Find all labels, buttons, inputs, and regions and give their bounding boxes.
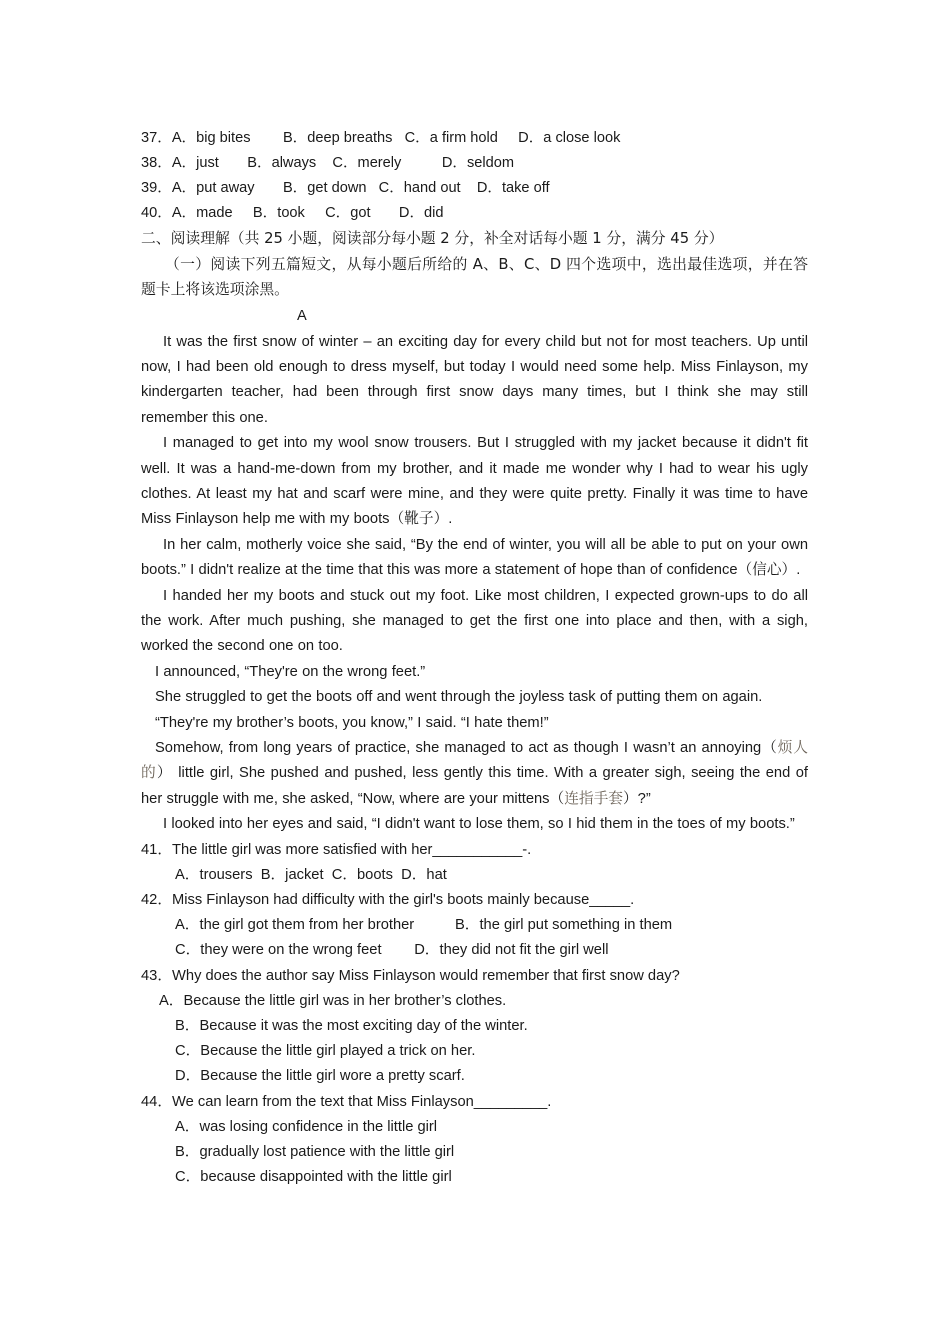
question-41-options[interactable]: A．trousers B．jacket C．boots D．hat [175, 866, 447, 883]
question-43-option-c-text: Because the little girl played a trick on her. [200, 1043, 476, 1060]
question-44-stem [141, 1090, 808, 1115]
question-44-option-a-letter: A． [175, 1118, 200, 1135]
question-41-stem [141, 838, 808, 863]
section-subheading: （一）阅读下列五篇短文，从每小题后所给的 A、B、C、D 四个选项中，选出最佳选项，并在答题卡上将该选项涂黑。 [141, 255, 808, 298]
question-44-option-a-text: was losing confidence in the little girl [199, 1118, 438, 1135]
paragraph-text-middle: ） little girl, She pushed and pushed, less gently this time. With a greater sigh, seeing the end of her struggle with me, she asked, “Now, where are your mittens（ [141, 765, 808, 807]
question-41-text: The little girl was more satisfied with her___________-. [172, 841, 532, 858]
cloze-option-row-37: 37．A．big bites B．deep breaths C．a firm hold D．a close look [141, 130, 621, 146]
question-44-option-a[interactable] [175, 1115, 808, 1140]
question-41-number: 41． [141, 841, 173, 858]
question-43-stem [141, 964, 808, 989]
question-44-text: We can learn from the text that Miss Finlayson_________. [172, 1093, 552, 1110]
question-43-option-c-letter: C． [175, 1043, 201, 1060]
gloss-annoying: 烦人的 [141, 740, 808, 782]
question-43-option-a-letter: A． [159, 992, 184, 1009]
question-43-option-b[interactable] [175, 1014, 808, 1039]
passage-paragraph-2: I managed to get into my wool snow trousers. But I struggled with my jacket because it didn't fit well. It was a hand-me-down from my brother, and it made me wonder why I had to wear his ugly clothes. At least my hat and scarf were mine, and they were quite pretty. Finally it was time to have Miss Finlayson help me with my boots（靴子）. [141, 435, 808, 528]
question-43-option-a-text: Because the little girl was in her brother’s clothes. [183, 992, 507, 1009]
question-43-number: 43． [141, 967, 173, 984]
paragraph-text-after-gloss: ）?” [622, 790, 651, 807]
cloze-option-row-40: 40．A．made B．took C．got D．did [141, 205, 444, 221]
passage-paragraph-8 [141, 736, 808, 812]
question-43-option-a[interactable] [159, 989, 808, 1014]
question-44-option-c-letter: C． [175, 1169, 201, 1186]
question-44-option-c[interactable] [175, 1165, 808, 1190]
passage-title: A [297, 307, 307, 324]
question-44-option-b-text: gradually lost patience with the little girl [199, 1144, 455, 1161]
question-42-options-row-1[interactable]: A．the girl got them from her brother B．the girl put something in them [175, 917, 673, 934]
question-44-option-b[interactable] [175, 1140, 808, 1165]
question-43-option-b-text: Because it was the most exciting day of the winter. [199, 1018, 528, 1035]
question-44-number: 44． [141, 1093, 173, 1110]
question-43-option-c[interactable] [175, 1039, 808, 1064]
question-43-option-d-text: Because the little girl wore a pretty scarf. [200, 1068, 465, 1085]
question-43-text: Why does the author say Miss Finlayson would remember that first snow day? [172, 967, 680, 984]
section-heading: 二、阅读理解（共 25 小题，阅读部分每小题 2 分，补全对话每小题 1 分，满分 45 分） [141, 230, 724, 247]
passage-paragraph-7: “They're my brother’s boots, you know,” I said. “I hate them!” [155, 714, 549, 731]
question-44-option-b-letter: B． [175, 1144, 200, 1161]
question-42-number: 42． [141, 892, 173, 909]
paragraph-text-before-gloss: Somehow, from long years of practice, she managed to act as though I wasn’t an annoying（ [155, 740, 778, 756]
passage-paragraph-1: It was the first snow of winter – an exciting day for every child but not for most teachers. Up until now, I had been old enough to dress myself, but today I would need some help. Miss Finlayson, my kindergarten teacher, had been through first snow days many times, but I think she may still remember this one. [141, 333, 808, 426]
question-42-stem [141, 888, 808, 913]
passage-paragraph-4: I handed her my boots and stuck out my foot. Like most children, I expected grown-ups to do all the work. After much pushing, she managed to get the first one into place and then, with a sigh, worked the second one on too. [141, 587, 808, 655]
question-43-option-d[interactable] [175, 1064, 808, 1089]
passage-paragraph-5: I announced, “They're on the wrong feet.” [155, 663, 426, 680]
question-44-option-c-text: because disappointed with the little girl [200, 1169, 452, 1186]
page-content [141, 126, 808, 1190]
question-42-text: Miss Finlayson had difficulty with the girl's boots mainly because_____. [172, 892, 635, 909]
passage-paragraph-6: She struggled to get the boots off and went through the joyless task of putting them on again. [155, 689, 763, 706]
question-43-option-d-letter: D． [175, 1068, 201, 1085]
cloze-option-row-39: 39．A．put away B．get down C．hand out D．take off [141, 180, 550, 196]
gloss-mittens: 连指手套 [564, 790, 623, 807]
passage-paragraph-3: In her calm, motherly voice she said, “By the end of winter, you will all be able to put on your own boots.” I didn't realize at the time that this was more a statement of hope than of confidence（信心）. [141, 536, 808, 579]
question-43-option-b-letter: B． [175, 1018, 200, 1035]
cloze-option-row-38: 38．A．just B．always C．merely D．seldom [141, 155, 515, 171]
question-42-options-row-2[interactable]: C．they were on the wrong feet D．they did not fit the girl well [175, 942, 609, 959]
passage-paragraph-9: I looked into her eyes and said, “I didn't want to lose them, so I hid them in the toes of my boots.” [163, 816, 795, 833]
